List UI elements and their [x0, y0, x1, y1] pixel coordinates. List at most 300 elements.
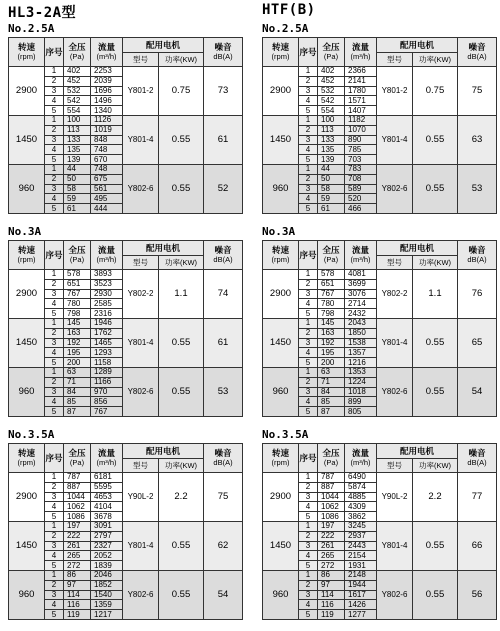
flow-cell: 466	[345, 204, 377, 214]
pressure-cell: 1044	[64, 492, 91, 502]
index-cell: 5	[45, 407, 64, 417]
index-cell: 5	[45, 358, 64, 368]
pressure-cell: 61	[318, 204, 345, 214]
motor-group-header: 配用电机	[123, 241, 204, 256]
flow-cell: 3076	[345, 289, 377, 299]
pressure-cell: 1086	[318, 512, 345, 522]
index-cell: 2	[299, 174, 318, 184]
flow-header-label: 流量	[351, 245, 369, 255]
flow-cell: 675	[91, 174, 123, 184]
index-cell: 5	[299, 610, 318, 620]
noise-header-label: 噪音	[214, 245, 232, 255]
motor-model-cell: Y802-6	[377, 367, 413, 416]
pressure-header	[64, 38, 91, 67]
speed-header-label: 转速	[17, 245, 35, 255]
index-cell: 5	[45, 155, 64, 165]
flow-header	[345, 38, 377, 67]
noise-header	[458, 38, 497, 67]
flow-cell: 670	[91, 155, 123, 165]
noise-header	[204, 444, 243, 473]
index-cell: 3	[299, 541, 318, 551]
pressure-cell: 100	[64, 115, 91, 125]
pressure-header-unit: (Pa)	[69, 255, 85, 264]
pressure-cell: 61	[64, 204, 91, 214]
index-cell: 2	[45, 377, 64, 387]
index-cell: 3	[299, 590, 318, 600]
pressure-cell: 197	[318, 521, 345, 531]
flow-cell: 3699	[345, 279, 377, 289]
index-cell: 5	[45, 106, 64, 116]
noise-header-unit: dB(A)	[213, 52, 233, 61]
speed-header-unit: (rpm)	[17, 458, 36, 467]
pressure-cell: 135	[64, 145, 91, 155]
pressure-header-label: 全压	[322, 42, 340, 52]
speed-cell: 960	[263, 164, 299, 213]
index-cell: 3	[299, 86, 318, 96]
index-cell: 1	[299, 473, 318, 483]
index-header	[299, 38, 318, 67]
flow-cell: 1780	[345, 86, 377, 96]
index-cell: 1	[299, 164, 318, 174]
flow-cell: 1018	[345, 387, 377, 397]
motor-group-header: 配用电机	[377, 241, 458, 256]
flow-cell: 748	[91, 145, 123, 155]
noise-cell: 54	[204, 570, 243, 619]
index-cell: 3	[299, 338, 318, 348]
pressure-header-unit: (Pa)	[69, 458, 85, 467]
flow-header-label: 流量	[97, 42, 115, 52]
flow-cell: 3678	[91, 512, 123, 522]
pressure-cell: 44	[318, 164, 345, 174]
speed-cell: 1450	[263, 115, 299, 164]
table-row	[263, 115, 497, 125]
index-header-label: 序号	[45, 453, 63, 463]
table-row	[9, 270, 243, 280]
pressure-cell: 50	[64, 174, 91, 184]
flow-cell: 2797	[91, 531, 123, 541]
flow-cell: 1224	[345, 377, 377, 387]
flow-cell: 848	[91, 135, 123, 145]
index-cell: 4	[45, 600, 64, 610]
table-row	[263, 570, 497, 580]
index-cell: 1	[299, 367, 318, 377]
flow-cell: 767	[91, 407, 123, 417]
model-label: No.3.5A	[262, 428, 309, 441]
motor-model-cell: Y801-4	[123, 521, 159, 570]
flow-cell: 4309	[345, 502, 377, 512]
index-cell: 1	[45, 67, 64, 77]
index-cell: 2	[45, 125, 64, 135]
motor-model-cell: Y90L-2	[377, 473, 413, 522]
speed-header	[9, 241, 45, 270]
flow-cell: 1217	[91, 610, 123, 620]
index-cell: 2	[45, 482, 64, 492]
speed-cell: 1450	[9, 318, 45, 367]
speed-header-label: 转速	[17, 448, 35, 458]
motor-model-header: 型号	[377, 256, 413, 270]
flow-cell: 1340	[91, 106, 123, 116]
pressure-cell: 113	[318, 125, 345, 135]
motor-power-cell: 2.2	[413, 473, 458, 522]
motor-power-cell: 2.2	[159, 473, 204, 522]
index-cell: 5	[45, 512, 64, 522]
motor-model-header: 型号	[123, 256, 159, 270]
index-cell: 5	[45, 561, 64, 571]
pressure-cell: 139	[64, 155, 91, 165]
flow-cell: 2585	[91, 299, 123, 309]
noise-header-unit: dB(A)	[213, 458, 233, 467]
motor-power-cell: 0.55	[413, 318, 458, 367]
noise-cell: 53	[204, 367, 243, 416]
index-cell: 2	[299, 279, 318, 289]
table-row	[9, 67, 243, 77]
table-row	[9, 570, 243, 580]
flow-cell: 2316	[91, 309, 123, 319]
noise-header-label: 噪音	[468, 245, 486, 255]
flow-header	[91, 444, 123, 473]
flow-cell: 1158	[91, 358, 123, 368]
index-cell: 3	[45, 135, 64, 145]
flow-cell: 1019	[91, 125, 123, 135]
motor-model-cell: Y802-6	[123, 367, 159, 416]
motor-power-header: 功率(KW)	[159, 53, 204, 67]
noise-header-label: 噪音	[468, 448, 486, 458]
speed-cell: 2900	[263, 473, 299, 522]
flow-cell: 1126	[91, 115, 123, 125]
speed-header-unit: (rpm)	[17, 255, 36, 264]
motor-power-header: 功率(KW)	[413, 459, 458, 473]
motor-power-cell: 0.55	[413, 164, 458, 213]
pressure-cell: 651	[318, 279, 345, 289]
pressure-cell: 265	[318, 551, 345, 561]
speed-cell: 1450	[263, 318, 299, 367]
motor-model-cell: Y801-4	[123, 318, 159, 367]
index-header-label: 序号	[45, 47, 63, 57]
pressure-cell: 58	[318, 184, 345, 194]
pressure-cell: 114	[64, 590, 91, 600]
index-cell: 2	[45, 76, 64, 86]
index-cell: 3	[299, 492, 318, 502]
motor-model-cell: Y802-2	[377, 270, 413, 319]
pressure-cell: 780	[64, 299, 91, 309]
flow-cell: 2148	[345, 570, 377, 580]
pressure-header-label: 全压	[68, 448, 86, 458]
fan-performance-table	[262, 240, 497, 417]
speed-cell: 2900	[263, 67, 299, 116]
noise-cell: 74	[204, 270, 243, 319]
noise-cell: 66	[458, 521, 497, 570]
pressure-cell: 119	[64, 610, 91, 620]
pressure-cell: 452	[318, 76, 345, 86]
pressure-cell: 767	[64, 289, 91, 299]
index-cell: 4	[299, 194, 318, 204]
speed-header-unit: (rpm)	[271, 255, 290, 264]
flow-cell: 1696	[91, 86, 123, 96]
noise-cell: 61	[204, 318, 243, 367]
pressure-header	[318, 241, 345, 270]
index-cell: 4	[45, 502, 64, 512]
flow-cell: 1762	[91, 328, 123, 338]
motor-power-cell: 0.55	[413, 521, 458, 570]
motor-power-cell: 1.1	[159, 270, 204, 319]
fan-performance-table	[262, 37, 497, 214]
flow-cell: 890	[345, 135, 377, 145]
pressure-cell: 113	[64, 125, 91, 135]
fan-performance-table	[8, 240, 243, 417]
pressure-cell: 58	[64, 184, 91, 194]
speed-cell: 2900	[9, 270, 45, 319]
flow-cell: 1426	[345, 600, 377, 610]
index-cell: 4	[45, 194, 64, 204]
motor-model-cell: Y802-6	[123, 164, 159, 213]
pressure-cell: 780	[318, 299, 345, 309]
pressure-cell: 200	[318, 358, 345, 368]
flow-cell: 2039	[91, 76, 123, 86]
flow-cell: 703	[345, 155, 377, 165]
pressure-header-label: 全压	[68, 245, 86, 255]
pressure-cell: 139	[318, 155, 345, 165]
index-cell: 1	[45, 473, 64, 483]
motor-power-header: 功率(KW)	[159, 459, 204, 473]
motor-model-cell: Y801-4	[377, 115, 413, 164]
motor-power-cell: 0.55	[413, 115, 458, 164]
index-cell: 4	[299, 397, 318, 407]
pressure-header	[64, 241, 91, 270]
pressure-cell: 578	[64, 270, 91, 280]
pressure-header-label: 全压	[322, 245, 340, 255]
pressure-cell: 554	[64, 106, 91, 116]
flow-header-label: 流量	[351, 448, 369, 458]
pressure-cell: 87	[64, 407, 91, 417]
pressure-cell: 44	[64, 164, 91, 174]
flow-cell: 3893	[91, 270, 123, 280]
pressure-cell: 163	[64, 328, 91, 338]
pressure-cell: 197	[64, 521, 91, 531]
flow-header-label: 流量	[97, 245, 115, 255]
pressure-header-unit: (Pa)	[323, 52, 339, 61]
index-header-label: 序号	[45, 250, 63, 260]
index-cell: 2	[45, 531, 64, 541]
noise-cell: 53	[458, 164, 497, 213]
pressure-cell: 272	[318, 561, 345, 571]
speed-cell: 960	[263, 570, 299, 619]
index-cell: 3	[45, 86, 64, 96]
flow-cell: 3245	[345, 521, 377, 531]
table-row	[263, 473, 497, 483]
motor-model-cell: Y802-6	[377, 570, 413, 619]
pressure-header-label: 全压	[68, 42, 86, 52]
index-cell: 4	[299, 600, 318, 610]
speed-header-label: 转速	[271, 42, 289, 52]
index-cell: 5	[299, 358, 318, 368]
index-cell: 5	[45, 309, 64, 319]
motor-model-cell: Y802-6	[123, 570, 159, 619]
flow-cell: 785	[345, 145, 377, 155]
motor-power-cell: 0.55	[159, 318, 204, 367]
index-cell: 5	[299, 155, 318, 165]
table-row	[263, 67, 497, 77]
speed-cell: 960	[9, 164, 45, 213]
index-cell: 3	[45, 541, 64, 551]
motor-group-header: 配用电机	[123, 444, 204, 459]
speed-header-unit: (rpm)	[17, 52, 36, 61]
table-row	[263, 270, 497, 280]
flow-cell: 561	[91, 184, 123, 194]
flow-cell: 1359	[91, 600, 123, 610]
flow-cell: 1070	[345, 125, 377, 135]
motor-power-cell: 0.75	[413, 67, 458, 116]
pressure-cell: 114	[318, 590, 345, 600]
noise-cell: 61	[204, 115, 243, 164]
pressure-cell: 86	[318, 570, 345, 580]
flow-header-unit: (m³/h)	[350, 255, 371, 264]
flow-header-unit: (m³/h)	[96, 255, 117, 264]
index-cell: 1	[45, 164, 64, 174]
flow-cell: 2253	[91, 67, 123, 77]
noise-cell: 63	[458, 115, 497, 164]
flow-cell: 2046	[91, 570, 123, 580]
pressure-cell: 261	[318, 541, 345, 551]
pressure-cell: 85	[318, 397, 345, 407]
flow-cell: 1496	[91, 96, 123, 106]
index-cell: 5	[299, 204, 318, 214]
motor-power-cell: 0.55	[159, 367, 204, 416]
pressure-cell: 402	[64, 67, 91, 77]
flow-cell: 2714	[345, 299, 377, 309]
pressure-cell: 133	[64, 135, 91, 145]
flow-cell: 495	[91, 194, 123, 204]
motor-power-header: 功率(KW)	[159, 256, 204, 270]
pressure-cell: 116	[64, 600, 91, 610]
speed-cell: 1450	[9, 521, 45, 570]
motor-power-cell: 0.55	[413, 367, 458, 416]
index-cell: 1	[299, 270, 318, 280]
flow-cell: 1465	[91, 338, 123, 348]
motor-group-header: 配用电机	[377, 38, 458, 53]
flow-cell: 520	[345, 194, 377, 204]
index-cell: 3	[45, 590, 64, 600]
index-cell: 2	[299, 482, 318, 492]
index-cell: 2	[299, 125, 318, 135]
motor-group-header: 配用电机	[123, 38, 204, 53]
pressure-cell: 116	[318, 600, 345, 610]
flow-cell: 5874	[345, 482, 377, 492]
speed-header-unit: (rpm)	[271, 52, 290, 61]
motor-power-cell: 0.75	[159, 67, 204, 116]
pressure-cell: 542	[318, 96, 345, 106]
noise-header-unit: dB(A)	[213, 255, 233, 264]
noise-cell: 52	[204, 164, 243, 213]
pressure-cell: 97	[64, 580, 91, 590]
flow-cell: 4885	[345, 492, 377, 502]
speed-cell: 1450	[9, 115, 45, 164]
speed-header-label: 转速	[17, 42, 35, 52]
pressure-cell: 1044	[318, 492, 345, 502]
column-title: HTF(B)	[262, 2, 316, 18]
flow-cell: 1850	[345, 328, 377, 338]
table-row	[9, 367, 243, 377]
motor-model-header: 型号	[377, 459, 413, 473]
motor-model-cell: Y801-2	[123, 67, 159, 116]
noise-cell: 56	[458, 570, 497, 619]
index-cell: 3	[45, 338, 64, 348]
flow-cell: 1277	[345, 610, 377, 620]
pressure-cell: 195	[318, 348, 345, 358]
flow-cell: 2930	[91, 289, 123, 299]
pressure-cell: 532	[318, 86, 345, 96]
flow-cell: 3091	[91, 521, 123, 531]
noise-cell: 77	[458, 473, 497, 522]
pressure-cell: 192	[318, 338, 345, 348]
index-cell: 1	[299, 570, 318, 580]
pressure-cell: 265	[64, 551, 91, 561]
motor-power-cell: 0.55	[159, 164, 204, 213]
flow-header-label: 流量	[97, 448, 115, 458]
table-row	[9, 115, 243, 125]
index-cell: 5	[299, 561, 318, 571]
motor-power-header: 功率(KW)	[413, 53, 458, 67]
flow-cell: 856	[91, 397, 123, 407]
noise-header	[458, 444, 497, 473]
pressure-cell: 87	[318, 407, 345, 417]
pressure-cell: 222	[64, 531, 91, 541]
motor-model-header: 型号	[123, 459, 159, 473]
pressure-cell: 59	[318, 194, 345, 204]
pressure-cell: 97	[318, 580, 345, 590]
pressure-cell: 119	[318, 610, 345, 620]
flow-cell: 6181	[91, 473, 123, 483]
pressure-cell: 100	[318, 115, 345, 125]
pressure-cell: 887	[64, 482, 91, 492]
motor-model-cell: Y802-2	[123, 270, 159, 319]
pressure-cell: 1062	[318, 502, 345, 512]
fan-performance-table	[262, 443, 497, 620]
pressure-cell: 222	[318, 531, 345, 541]
motor-group-header: 配用电机	[377, 444, 458, 459]
pressure-cell: 798	[318, 309, 345, 319]
speed-header	[263, 38, 299, 67]
index-cell: 5	[45, 610, 64, 620]
model-label: No.3.5A	[8, 428, 55, 441]
index-cell: 1	[299, 521, 318, 531]
pressure-cell: 145	[318, 318, 345, 328]
flow-cell: 805	[345, 407, 377, 417]
flow-cell: 2141	[345, 76, 377, 86]
index-cell: 3	[299, 289, 318, 299]
pressure-cell: 63	[318, 367, 345, 377]
table-row	[263, 318, 497, 328]
pressure-cell: 86	[64, 570, 91, 580]
index-cell: 4	[299, 348, 318, 358]
noise-header-label: 噪音	[468, 42, 486, 52]
pressure-cell: 651	[64, 279, 91, 289]
flow-cell: 783	[345, 164, 377, 174]
pressure-header-unit: (Pa)	[69, 52, 85, 61]
flow-header-unit: (m³/h)	[350, 52, 371, 61]
flow-cell: 1182	[345, 115, 377, 125]
pressure-cell: 798	[64, 309, 91, 319]
noise-header-label: 噪音	[214, 448, 232, 458]
index-header	[45, 38, 64, 67]
index-cell: 3	[299, 135, 318, 145]
pressure-cell: 59	[64, 194, 91, 204]
index-cell: 1	[45, 270, 64, 280]
fan-performance-table	[8, 443, 243, 620]
motor-model-cell: Y801-2	[377, 67, 413, 116]
index-cell: 2	[299, 377, 318, 387]
index-cell: 1	[45, 521, 64, 531]
index-cell: 2	[45, 328, 64, 338]
